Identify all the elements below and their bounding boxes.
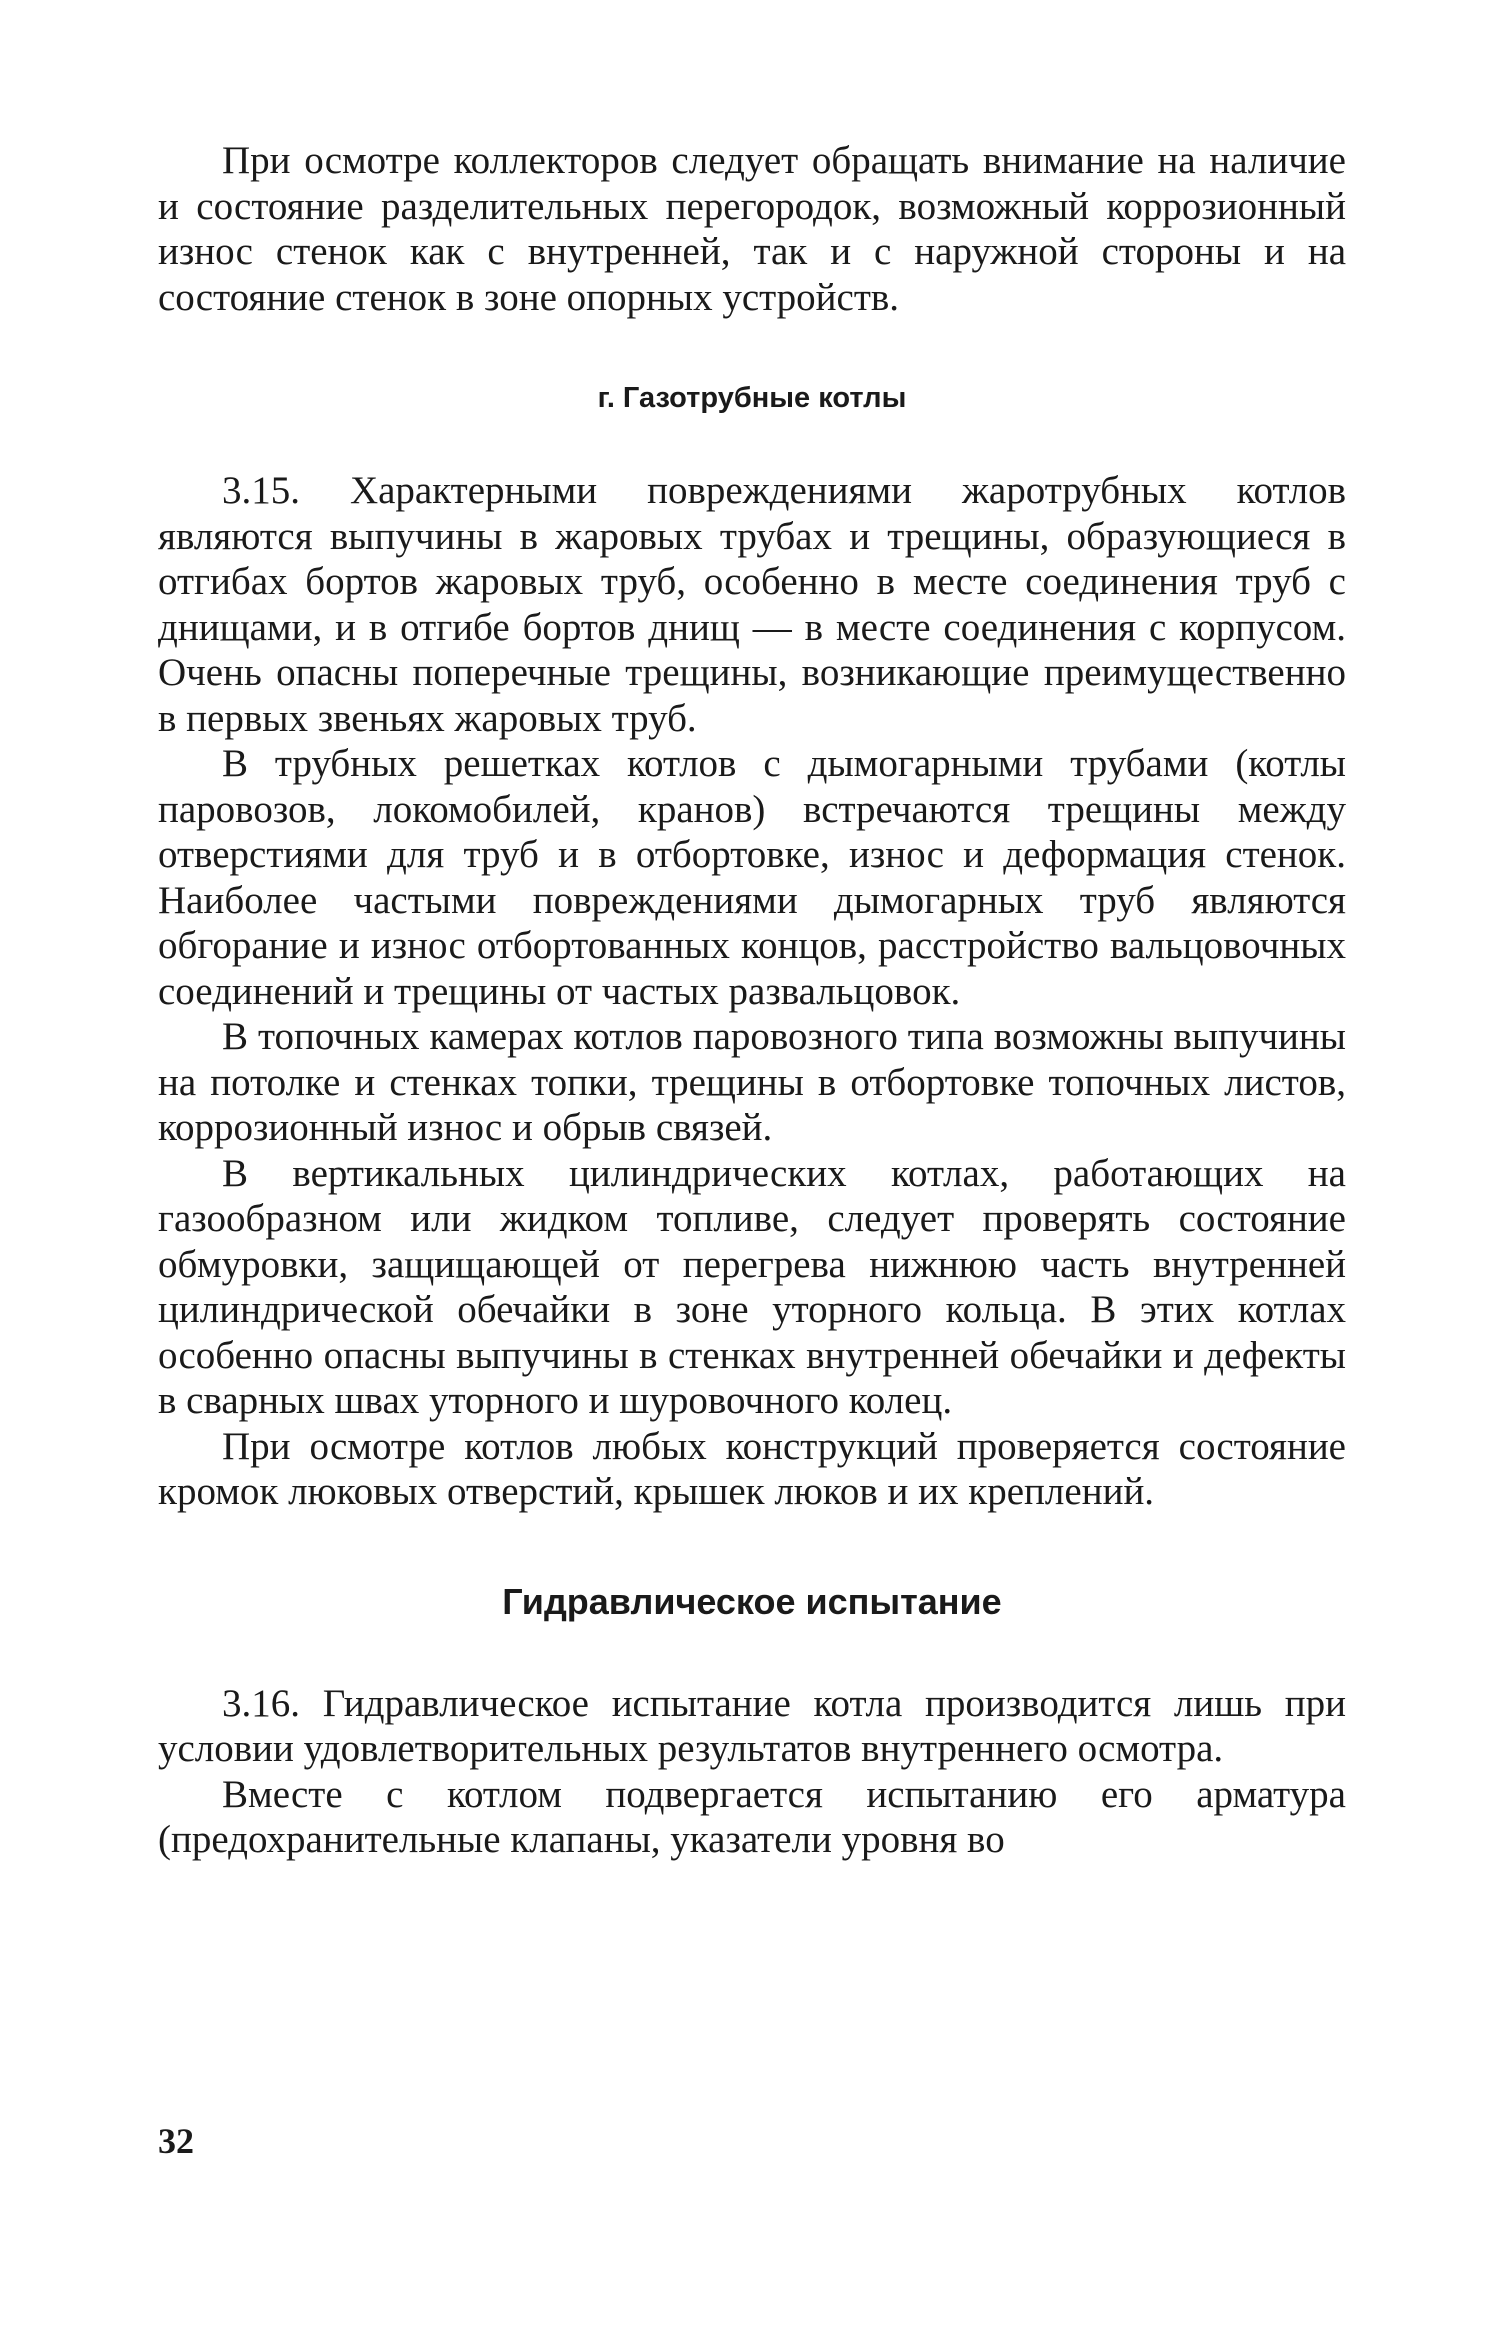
page-number: 32 [158, 2121, 194, 2161]
paragraph-any-design: При осмотре котлов любых конструкций проверяется состояние кромок люковых отверстий, крышек люков и их креплений. [158, 1424, 1346, 1513]
paragraph-vertical-boilers: В вертикальных цилиндрических котлах, работающих на газообразном или жидком топливе, следует проверять состояние обмуровки, защищающей от перегрева нижнюю часть внутренней цилиндрической обечайки в зоне уторного кольца. В этих котлах особенно опасны выпучины в стенках внутренней обечайки и дефекты в сварных швах уторного и шуровочного колец. [158, 1151, 1346, 1422]
intro-paragraph: При осмотре коллекторов следует обращать внимание на наличие и состояние разделительных перегородок, возможный коррозионный износ стенок как с внутренней, так и с наружной стороны и на состояние стенок в зоне опорных устройств. [158, 139, 1346, 319]
section-heading: Гидравлическое испытание [502, 1580, 1002, 1622]
subsection-heading: г. Газотрубные котлы [597, 382, 907, 414]
paragraph-fireboxes: В топочных камерах котлов паровозного типа возможны выпучины на потолке и стенках топки, трещины в отбортовке топочных листов, коррозионный износ и обрыв связей. [158, 1015, 1346, 1149]
paragraph-3-16: 3.16. Гидравлическое испытание котла производится лишь при условии удовлетворительных результатов внутреннего осмотра. [158, 1681, 1346, 1770]
paragraph-tube-sheets: В трубных решетках котлов с дымогарными трубами (котлы паровозов, локомобилей, кранов) встречаются трещины между отверстиями для труб и в отбортовке, износ и деформация стенок. Наиболее частыми повреждениями дымогарных труб являются обгорание и износ отбортованных концов, расстройство вальцовочных соединений и трещины от частых развальцовок. [158, 742, 1346, 1013]
paragraph-together: Вместе с котлом подвергается испытанию его арматура (предохранительные клапаны, указатели уровня во [158, 1772, 1346, 1861]
paragraph-3-15: 3.15. Характерными повреждениями жаротрубных котлов являются выпучины в жаровых трубах и трещины, образующиеся в отгибах бортов жаровых труб, особенно в месте соединения труб с днищами, и в отгибе бортов днищ — в месте соединения с корпусом. Очень опасны поперечные трещины, возникающие преимущественно в первых звеньях жаровых труб. [158, 469, 1346, 740]
page-body [158, 138, 1346, 1863]
